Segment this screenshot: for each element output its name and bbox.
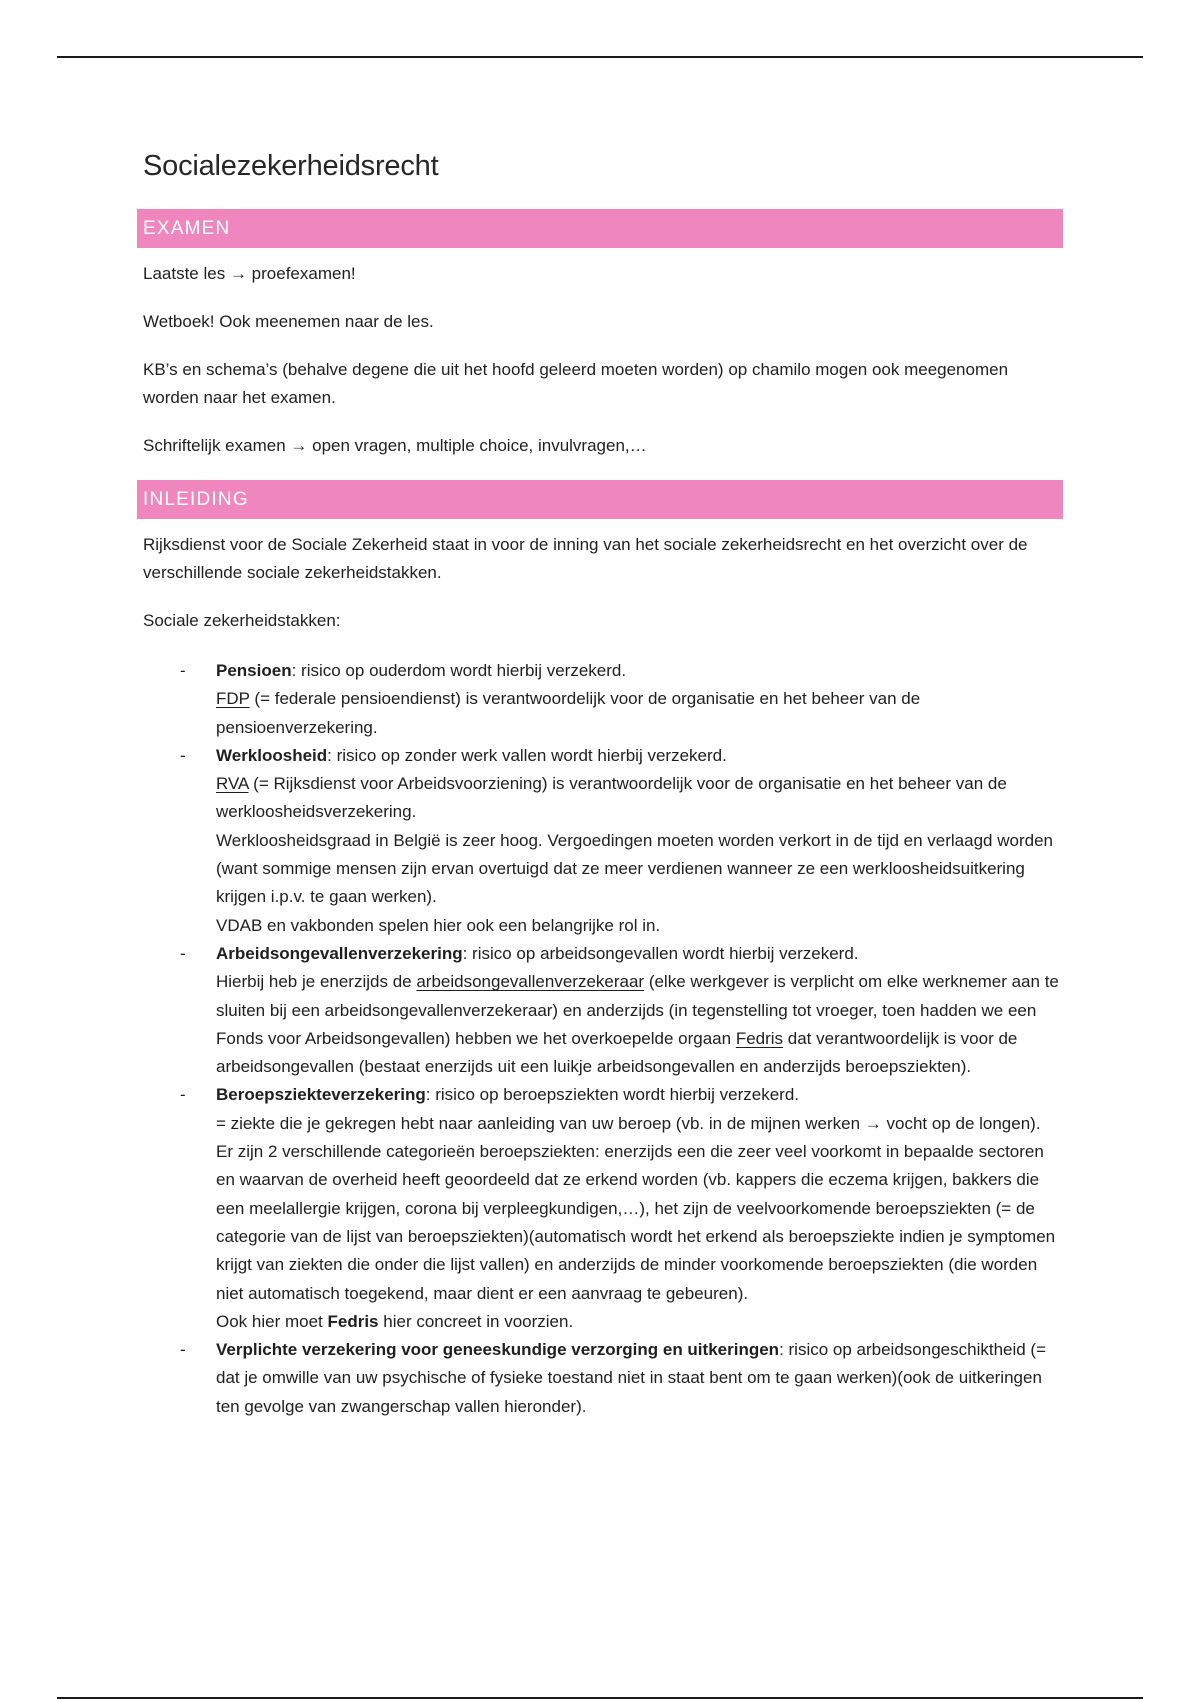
- underlined-term: Fedris: [735, 1028, 784, 1048]
- item-term: Pensioen: [216, 661, 292, 680]
- paragraph: KB’s en schema’s (behalve degene die uit het hoofd geleerd moeten worden) op chamilo mogen ook meegenomen worden naar het examen.: [143, 360, 1009, 407]
- section-heading-examen: EXAMEN: [137, 209, 1063, 248]
- bullet-list: [143, 657, 1063, 1421]
- page-title: Socialezekerheidsrecht: [143, 150, 439, 182]
- item-definition: : risico op arbeidsongevallen wordt hierbij verzekerd.: [462, 943, 859, 963]
- paragraph: Wetboek! Ook meenemen naar de les.: [143, 312, 434, 331]
- list-item: [216, 1336, 1063, 1421]
- header-rule: [57, 56, 1143, 58]
- list-item: [216, 742, 1063, 940]
- list-item: [216, 940, 1063, 1081]
- item-definition: : risico op arbeidsongeschiktheid (= dat je omwille van uw psychische of fysieke toestand niet in staat bent om te gaan werken)(ook de uitkeringen ten gevolge van zwangerschap vallen hieronder).: [216, 1340, 1047, 1416]
- list-item: [216, 657, 1063, 742]
- footer-rule: [57, 1697, 1143, 1699]
- abbreviation: FDP: [216, 689, 250, 709]
- item-term: Arbeidsongevallenverzekering: [216, 943, 463, 963]
- bold-term: Fedris: [327, 1311, 379, 1331]
- underlined-term: arbeidsongevallenverzekeraar: [416, 972, 645, 992]
- list-item: [216, 1081, 1063, 1336]
- paragraph: Sociale zekerheidstakken:: [143, 611, 341, 630]
- item-text: (= federale pensioendienst) is verantwoordelijk voor de organisatie en het beheer van de pensioenverzekering.: [216, 689, 921, 737]
- item-term: Beroepsziekteverzekering: [216, 1085, 426, 1105]
- item-text: VDAB en vakbonden spelen hier ook een belangrijke rol in.: [216, 915, 661, 935]
- item-text: Werkloosheidsgraad in België is zeer hoog. Vergoedingen moeten worden verkort in de tijd en verlaagd worden (want sommige mensen zijn ervan overtuigd dat ze meer verdienen wanneer ze een werkloosheidsuitkering krijgen i.p.v. te gaan werken).: [216, 830, 1053, 907]
- item-text: = ziekte die je gekregen hebt naar aanleiding van uw beroep (vb. in de mijnen werken → vocht op de longen).: [216, 1113, 1041, 1133]
- item-text: hier concreet in voorzien.: [378, 1311, 574, 1331]
- item-definition: : risico op ouderdom wordt hierbij verzekerd.: [291, 661, 627, 680]
- item-term: Werkloosheid: [216, 745, 328, 765]
- item-text: Ook hier moet: [216, 1311, 328, 1331]
- section-heading-inleiding: INLEIDING: [137, 480, 1063, 519]
- item-text: (= Rijksdienst voor Arbeidsvoorziening) is verantwoordelijk voor de organisatie en het beheer van de werkloosheidsverzekering.: [216, 774, 1007, 822]
- abbreviation: RVA: [216, 774, 249, 794]
- item-text: Hierbij heb je enerzijds de: [216, 972, 417, 992]
- item-definition: : risico op beroepsziekten wordt hierbij verzekerd.: [425, 1085, 800, 1105]
- item-definition: : risico op zonder werk vallen wordt hierbij verzekerd.: [327, 745, 727, 765]
- paragraph: Schriftelijk examen → open vragen, multiple choice, invulvragen,…: [143, 436, 647, 455]
- item-text: dat verantwoordelijk is voor de arbeidsongevallen (bestaat enerzijds uit een luikje arbeidsongevallen en anderzijds beroepsziekten).: [216, 1028, 1018, 1077]
- document-body: [143, 150, 1063, 1421]
- paragraph: Rijksdienst voor de Sociale Zekerheid staat in voor de inning van het sociale zekerheidsrecht en het overzicht over de verschillende sociale zekerheidstakken.: [143, 535, 1028, 582]
- item-term: Verplichte verzekering voor geneeskundige verzorging en uitkeringen: [216, 1340, 780, 1360]
- paragraph: Laatste les → proefexamen!: [143, 264, 356, 283]
- item-text: (elke werkgever is verplicht om elke werknemer aan te sluiten bij een arbeidsongevallenverzekeraar) en anderzijds (in tegenstelling tot vroeger, toen hadden we een Fonds voor Arbeidsongevallen) hebben we het overkoepelde orgaan: [216, 972, 1059, 1048]
- item-text: Er zijn 2 verschillende categorieën beroepsziekten: enerzijds een die zeer veel voorkomt in bepaalde sectoren en waarvan de overheid heeft geoordeeld dat ze erkend worden (vb. kappers die eczema krijgen, bakkers die een meelallergie krijgen, corona bij verpleegkundigen,…), het zijn de veelvoorkomende beroepsziekten (= de categorie van de lijst van beroepsziekten)(automatisch wordt het erkend als beroepsziekte indien je symptomen krijgt van ziekten die onder die lijst vallen) en anderzijds de minder voorkomende beroepsziekten (die worden niet automatisch toegekend, maar dient er een aanvraag te gebeuren).: [216, 1142, 1056, 1303]
